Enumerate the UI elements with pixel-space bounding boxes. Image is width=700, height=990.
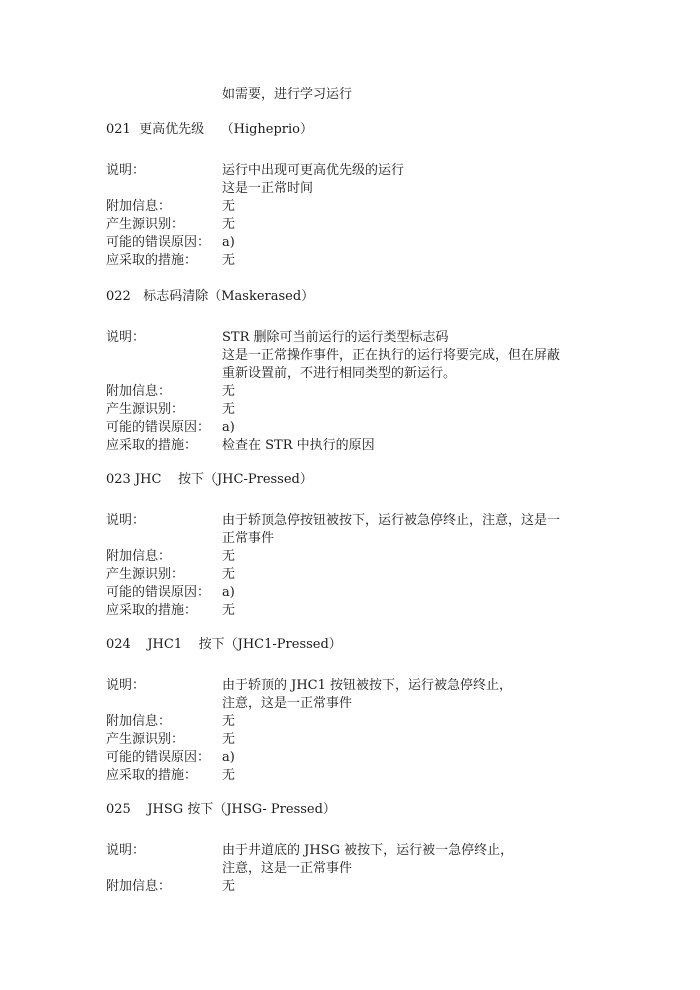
cause-label: 可能的错误原因： <box>106 750 211 765</box>
action-value: 检查在 STR 中执行的原因 <box>222 438 375 453</box>
section-title: 022 标志码清除（Maskerased） <box>106 289 315 304</box>
desc-line: 注意，这是一正常事件 <box>222 861 353 876</box>
desc-row <box>106 842 606 878</box>
source-row <box>106 216 606 234</box>
desc-label: 说明： <box>106 678 146 693</box>
cause-value: a) <box>222 750 235 765</box>
extra-value: 无 <box>222 714 236 729</box>
cause-row <box>106 234 606 252</box>
extra-row <box>106 713 606 731</box>
extra-value: 无 <box>222 879 236 894</box>
source-value: 无 <box>222 217 236 232</box>
error-section-024 <box>106 636 606 785</box>
source-value: 无 <box>222 567 236 582</box>
desc-value <box>222 329 606 383</box>
desc-label: 说明： <box>106 843 146 858</box>
cause-row <box>106 419 606 437</box>
extra-value: 无 <box>222 549 236 564</box>
source-row <box>106 731 606 749</box>
desc-row <box>106 512 606 548</box>
action-label: 应采取的措施： <box>106 603 198 618</box>
desc-row <box>106 329 606 383</box>
cause-label: 可能的错误原因： <box>106 235 211 250</box>
action-value: 无 <box>222 768 236 783</box>
action-row <box>106 252 606 270</box>
cause-row <box>106 584 606 602</box>
action-label: 应采取的措施： <box>106 253 198 268</box>
action-label: 应采取的措施： <box>106 768 198 783</box>
extra-label: 附加信息： <box>106 714 172 729</box>
desc-line: 这是一正常操作事件，正在执行的运行将要完成，但在屏蔽 <box>222 348 561 363</box>
desc-label: 说明： <box>106 513 146 528</box>
extra-label: 附加信息： <box>106 879 172 894</box>
action-row <box>106 602 606 620</box>
desc-line: 由于轿顶急停按钮被按下，运行被急停终止，注意，这是一 <box>222 513 561 528</box>
extra-label: 附加信息： <box>106 384 172 399</box>
desc-row <box>106 677 606 713</box>
desc-row <box>106 162 606 198</box>
source-row <box>106 401 606 419</box>
desc-line: 由于轿顶的 JHC1 按钮被按下，运行被急停终止， <box>222 678 513 693</box>
extra-row <box>106 383 606 401</box>
cause-value: a) <box>222 420 235 435</box>
extra-row <box>106 198 606 216</box>
desc-line: STR 删除可当前运行的运行类型标志码 <box>222 330 449 345</box>
section-title: 024 JHC1 按下（JHC1-Pressed） <box>106 637 342 652</box>
desc-line: 这是一正常时间 <box>222 181 314 196</box>
section-title: 021 更高优先级 （Higheprio） <box>106 122 314 137</box>
desc-line: 重新设置前，不进行相同类型的新运行。 <box>222 366 457 381</box>
desc-value <box>222 162 606 198</box>
desc-line: 由于井道底的 JHSG 被按下，运行被一急停终止， <box>222 843 514 858</box>
cause-value: a) <box>222 585 235 600</box>
action-label: 应采取的措施： <box>106 438 198 453</box>
source-label: 产生源识别： <box>106 217 185 232</box>
extra-label: 附加信息： <box>106 549 172 564</box>
cause-label: 可能的错误原因： <box>106 420 211 435</box>
intro-line: 如需要，进行学习运行 <box>222 87 353 102</box>
action-value: 无 <box>222 253 236 268</box>
desc-value <box>222 512 606 548</box>
action-row <box>106 437 606 455</box>
extra-row <box>106 878 606 896</box>
action-value: 无 <box>222 603 236 618</box>
error-section-023 <box>106 471 606 620</box>
section-title: 023 JHC 按下（JHC-Pressed） <box>106 472 313 487</box>
source-label: 产生源识别： <box>106 732 185 747</box>
section-title: 025 JHSG 按下（JHSG- Pressed） <box>106 802 336 817</box>
desc-line: 正常事件 <box>222 531 275 546</box>
cause-row <box>106 749 606 767</box>
desc-label: 说明： <box>106 330 146 345</box>
error-section-025 <box>106 801 606 896</box>
desc-label: 说明： <box>106 163 146 178</box>
cause-value: a) <box>222 235 235 250</box>
error-section-021 <box>106 121 606 270</box>
source-value: 无 <box>222 732 236 747</box>
action-row <box>106 767 606 785</box>
source-value: 无 <box>222 402 236 417</box>
extra-value: 无 <box>222 199 236 214</box>
error-section-022 <box>106 288 606 455</box>
extra-row <box>106 548 606 566</box>
source-label: 产生源识别： <box>106 402 185 417</box>
source-row <box>106 566 606 584</box>
desc-value <box>222 842 606 878</box>
extra-value: 无 <box>222 384 236 399</box>
desc-line: 运行中出现可更高优先级的运行 <box>222 163 405 178</box>
desc-value <box>222 677 606 713</box>
source-label: 产生源识别： <box>106 567 185 582</box>
extra-label: 附加信息： <box>106 199 172 214</box>
cause-label: 可能的错误原因： <box>106 585 211 600</box>
desc-line: 注意，这是一正常事件 <box>222 696 353 711</box>
